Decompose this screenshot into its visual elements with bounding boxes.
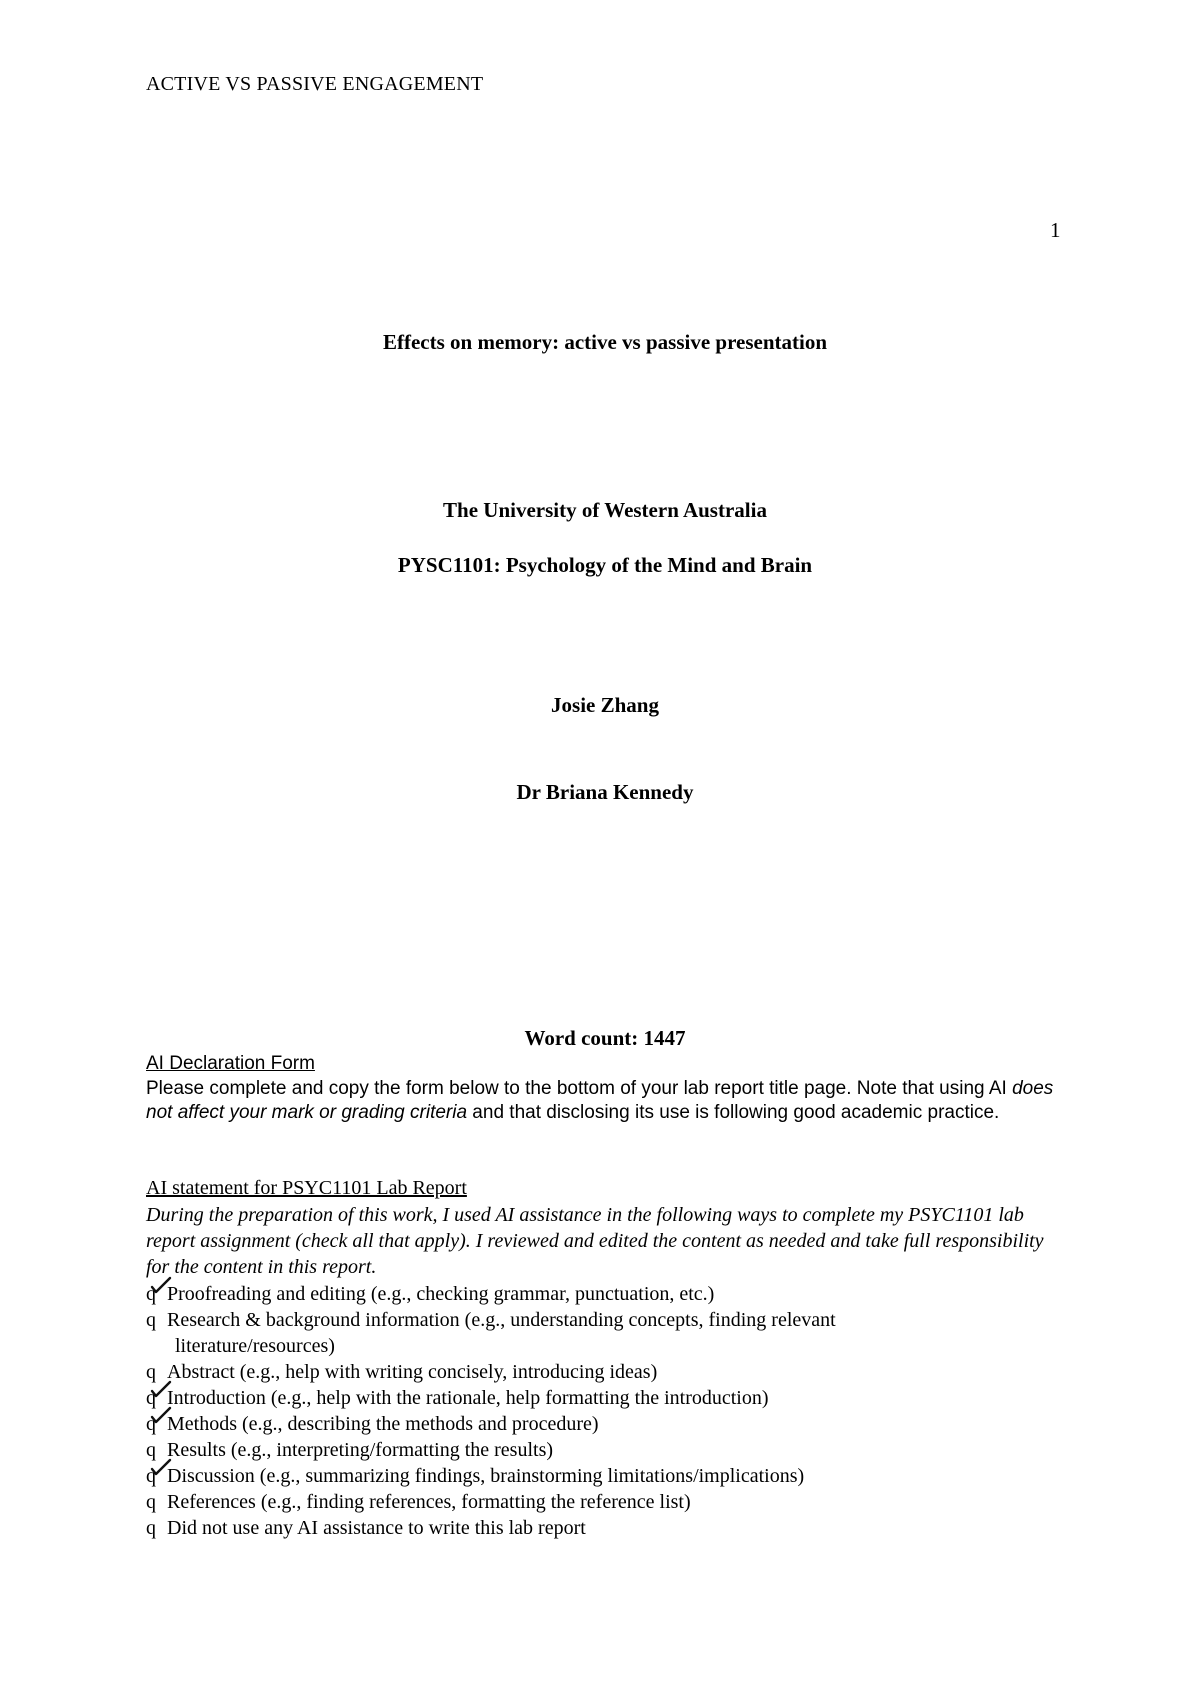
instructions-part-1: Please complete and copy the form below to the bottom of your lab report title page. Note that using AI <box>146 1078 1013 1099</box>
unit-name: PYSC1101: Psychology of the Mind and Brain <box>397 553 813 577</box>
checklist-item <box>146 1385 1086 1411</box>
handwritten-check-icon <box>150 1405 172 1425</box>
handwritten-check-icon <box>150 1457 172 1477</box>
checklist-item <box>146 1411 1086 1437</box>
checklist-item <box>146 1437 1086 1463</box>
running-head: ACTIVE VS PASSIVE ENGAGEMENT <box>146 73 484 95</box>
word-count: Word count: 1447 <box>524 1026 686 1050</box>
checklist-item-label: Results (e.g., interpreting/formatting the results) <box>167 1439 554 1461</box>
checkbox[interactable]: q <box>146 1361 156 1383</box>
checklist-item-label: Did not use any AI assistance to write this lab report <box>167 1517 586 1539</box>
checkbox[interactable]: q <box>146 1413 156 1435</box>
checklist-item-label: Research & background information (e.g., understanding concepts, finding relevant <box>167 1309 836 1331</box>
checkbox[interactable]: q <box>146 1387 156 1409</box>
checklist-item-label: Proofreading and editing (e.g., checking grammar, punctuation, etc.) <box>167 1283 715 1305</box>
instructions-emphasis: does not affect your mark or grading criteria <box>146 1078 1054 1123</box>
checklist-item <box>146 1489 1086 1515</box>
ai-declaration-heading: AI Declaration Form <box>146 1053 315 1074</box>
university-name: The University of Western Australia <box>443 498 767 522</box>
handwritten-check-icon <box>150 1275 172 1295</box>
report-title: Effects on memory: active vs passive presentation <box>382 330 828 354</box>
checklist-item <box>146 1463 1086 1489</box>
checklist-item-label: Introduction (e.g., help with the rationale, help formatting the introduction) <box>167 1387 769 1409</box>
checkbox[interactable]: q <box>146 1491 156 1513</box>
checklist-item <box>146 1307 1086 1359</box>
checkbox[interactable]: q <box>146 1517 156 1539</box>
instructions-part-2: and that disclosing its use is following good academic practice. <box>467 1102 1000 1123</box>
ai-statement-heading: AI statement for PSYC1101 Lab Report <box>146 1177 467 1199</box>
checklist-item <box>146 1281 1086 1307</box>
ai-usage-checklist <box>146 1281 1086 1541</box>
handwritten-check-icon <box>150 1379 172 1399</box>
ai-declaration-instructions <box>146 1077 1066 1125</box>
checklist-item-label: References (e.g., finding references, formatting the reference list) <box>167 1491 691 1513</box>
checklist-item <box>146 1515 1086 1541</box>
supervisor-name: Dr Briana Kennedy <box>516 780 694 804</box>
checkbox[interactable]: q <box>146 1465 156 1487</box>
checklist-item-continuation: literature/resources) <box>175 1335 335 1357</box>
checklist-item-label: Methods (e.g., describing the methods and procedure) <box>167 1413 599 1435</box>
ai-statement-text: During the preparation of this work, I used AI assistance in the following ways to complete my PSYC1101 lab report assignment (check all that apply). I reviewed and edited the content as needed and take full responsibility for the content in this report. <box>146 1204 1044 1278</box>
checklist-item-label: Discussion (e.g., summarizing findings, brainstorming limitations/implications) <box>167 1465 805 1487</box>
checklist-item-label: Abstract (e.g., help with writing concisely, introducing ideas) <box>167 1361 658 1383</box>
checkbox[interactable]: q <box>146 1309 156 1331</box>
checkbox[interactable]: q <box>146 1283 156 1305</box>
checklist-item <box>146 1359 1086 1385</box>
author-name: Josie Zhang <box>551 693 659 717</box>
page-number: 1 <box>1050 218 1061 242</box>
checkbox[interactable]: q <box>146 1439 156 1461</box>
